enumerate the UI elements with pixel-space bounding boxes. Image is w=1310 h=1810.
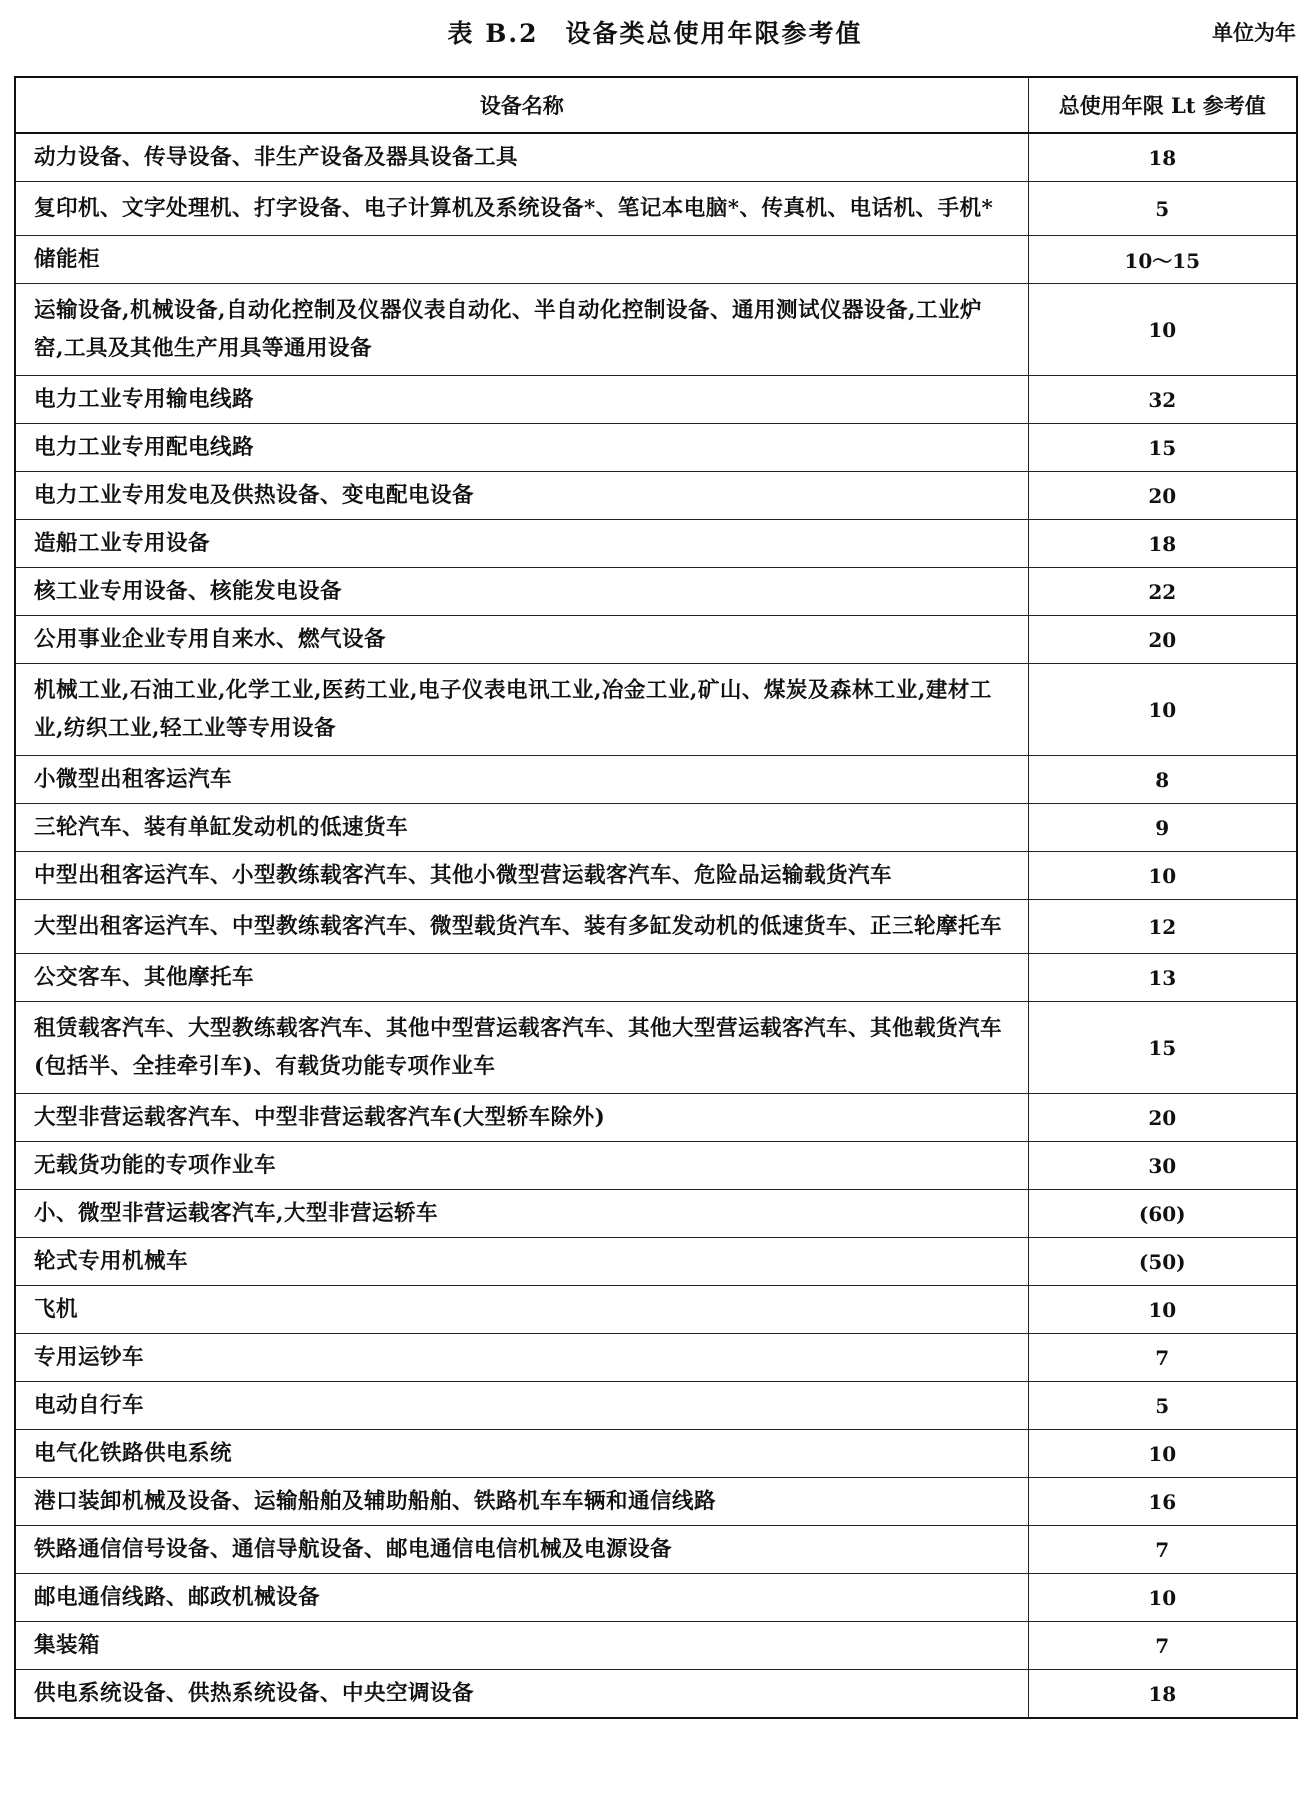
- equipment-name: 电力工业专用发电及供热设备、变电配电设备: [15, 472, 1028, 520]
- equipment-name: 租赁载客汽车、大型教练载客汽车、其他中型营运载客汽车、其他大型营运载客汽车、其他载货汽车(包括半、全挂牵引车)、有载货功能专项作业车: [15, 1002, 1028, 1094]
- service-life-value: 15: [1028, 424, 1297, 472]
- equipment-name: 小微型出租客运汽车: [15, 756, 1028, 804]
- service-life-value: 18: [1028, 133, 1297, 182]
- service-life-value: 5: [1028, 182, 1297, 236]
- service-life-value: 20: [1028, 1094, 1297, 1142]
- equipment-name: 大型非营运载客汽车、中型非营运载客汽车(大型轿车除外): [15, 1094, 1028, 1142]
- table-row: [15, 182, 1297, 236]
- equipment-name: 储能柜: [15, 236, 1028, 284]
- equipment-name: 运输设备,机械设备,自动化控制及仪器仪表自动化、半自动化控制设备、通用测试仪器设备,工业炉窑,工具及其他生产用具等通用设备: [15, 284, 1028, 376]
- table-row: [15, 852, 1297, 900]
- equipment-name: 造船工业专用设备: [15, 520, 1028, 568]
- table-row: [15, 1238, 1297, 1286]
- equipment-name: 无载货功能的专项作业车: [15, 1142, 1028, 1190]
- equipment-name: 电气化铁路供电系统: [15, 1430, 1028, 1478]
- service-life-value: 22: [1028, 568, 1297, 616]
- equipment-name: 电动自行车: [15, 1382, 1028, 1430]
- service-life-value: 16: [1028, 1478, 1297, 1526]
- table-row: [15, 1142, 1297, 1190]
- column-header-name: 设备名称: [15, 77, 1028, 133]
- service-life-value: 32: [1028, 376, 1297, 424]
- equipment-name: 公交客车、其他摩托车: [15, 954, 1028, 1002]
- service-life-value: 5: [1028, 1382, 1297, 1430]
- table-row: [15, 1622, 1297, 1670]
- equipment-name: 专用运钞车: [15, 1334, 1028, 1382]
- table-row: [15, 520, 1297, 568]
- service-life-value: 7: [1028, 1622, 1297, 1670]
- service-life-value: 10: [1028, 1430, 1297, 1478]
- service-life-value: 9: [1028, 804, 1297, 852]
- table-row: [15, 133, 1297, 182]
- service-life-value: 8: [1028, 756, 1297, 804]
- equipment-name: 复印机、文字处理机、打字设备、电子计算机及系统设备*、笔记本电脑*、传真机、电话机、手机*: [15, 182, 1028, 236]
- equipment-name: 港口装卸机械及设备、运输船舶及辅助船舶、铁路机车车辆和通信线路: [15, 1478, 1028, 1526]
- table-row: [15, 664, 1297, 756]
- service-life-table: [14, 76, 1298, 1719]
- service-life-value: 12: [1028, 900, 1297, 954]
- table-title: 表 B.2 设备类总使用年限参考值: [447, 19, 863, 48]
- equipment-name: 小、微型非营运载客汽车,大型非营运轿车: [15, 1190, 1028, 1238]
- service-life-value: 10: [1028, 1286, 1297, 1334]
- table-header-row: [15, 77, 1297, 133]
- service-life-value: 30: [1028, 1142, 1297, 1190]
- table-row: [15, 1670, 1297, 1719]
- service-life-value: 10: [1028, 852, 1297, 900]
- table-row: [15, 472, 1297, 520]
- service-life-value: 10: [1028, 664, 1297, 756]
- equipment-name: 机械工业,石油工业,化学工业,医药工业,电子仪表电讯工业,冶金工业,矿山、煤炭及森林工业,建材工业,纺织工业,轻工业等专用设备: [15, 664, 1028, 756]
- equipment-name: 电力工业专用输电线路: [15, 376, 1028, 424]
- table-row: [15, 1574, 1297, 1622]
- equipment-name: 邮电通信线路、邮政机械设备: [15, 1574, 1028, 1622]
- service-life-value: 13: [1028, 954, 1297, 1002]
- service-life-value: 20: [1028, 472, 1297, 520]
- table-row: [15, 1002, 1297, 1094]
- table-row: [15, 900, 1297, 954]
- equipment-name: 集装箱: [15, 1622, 1028, 1670]
- service-life-value: 7: [1028, 1526, 1297, 1574]
- equipment-name: 飞机: [15, 1286, 1028, 1334]
- table-row: [15, 1286, 1297, 1334]
- table-row: [15, 376, 1297, 424]
- service-life-value: 20: [1028, 616, 1297, 664]
- service-life-value: (50): [1028, 1238, 1297, 1286]
- table-row: [15, 804, 1297, 852]
- equipment-name: 中型出租客运汽车、小型教练载客汽车、其他小微型营运载客汽车、危险品运输载货汽车: [15, 852, 1028, 900]
- equipment-name: 供电系统设备、供热系统设备、中央空调设备: [15, 1670, 1028, 1719]
- table-row: [15, 954, 1297, 1002]
- service-life-value: 15: [1028, 1002, 1297, 1094]
- service-life-value: 10: [1028, 1574, 1297, 1622]
- equipment-name: 核工业专用设备、核能发电设备: [15, 568, 1028, 616]
- table-row: [15, 1478, 1297, 1526]
- service-life-value: 18: [1028, 1670, 1297, 1719]
- table-row: [15, 1094, 1297, 1142]
- table-row: [15, 1190, 1297, 1238]
- column-header-value: 总使用年限 Lt 参考值: [1028, 77, 1297, 133]
- table-row: [15, 1430, 1297, 1478]
- table-row: [15, 284, 1297, 376]
- service-life-value: (60): [1028, 1190, 1297, 1238]
- service-life-value: 18: [1028, 520, 1297, 568]
- equipment-name: 铁路通信信号设备、通信导航设备、邮电通信电信机械及电源设备: [15, 1526, 1028, 1574]
- equipment-name: 大型出租客运汽车、中型教练载客汽车、微型载货汽车、装有多缸发动机的低速货车、正三轮摩托车: [15, 900, 1028, 954]
- table-row: [15, 756, 1297, 804]
- equipment-name: 轮式专用机械车: [15, 1238, 1028, 1286]
- service-life-value: 10～15: [1028, 236, 1297, 284]
- table-row: [15, 424, 1297, 472]
- table-row: [15, 1382, 1297, 1430]
- equipment-name: 电力工业专用配电线路: [15, 424, 1028, 472]
- table-row: [15, 1526, 1297, 1574]
- equipment-name: 公用事业企业专用自来水、燃气设备: [15, 616, 1028, 664]
- service-life-value: 10: [1028, 284, 1297, 376]
- table-row: [15, 236, 1297, 284]
- unit-note: 单位为年: [1212, 20, 1296, 45]
- equipment-name: 动力设备、传导设备、非生产设备及器具设备工具: [15, 133, 1028, 182]
- equipment-name: 三轮汽车、装有单缸发动机的低速货车: [15, 804, 1028, 852]
- table-header-area: [0, 0, 1310, 64]
- table-row: [15, 1334, 1297, 1382]
- service-life-value: 7: [1028, 1334, 1297, 1382]
- table-row: [15, 616, 1297, 664]
- table-row: [15, 568, 1297, 616]
